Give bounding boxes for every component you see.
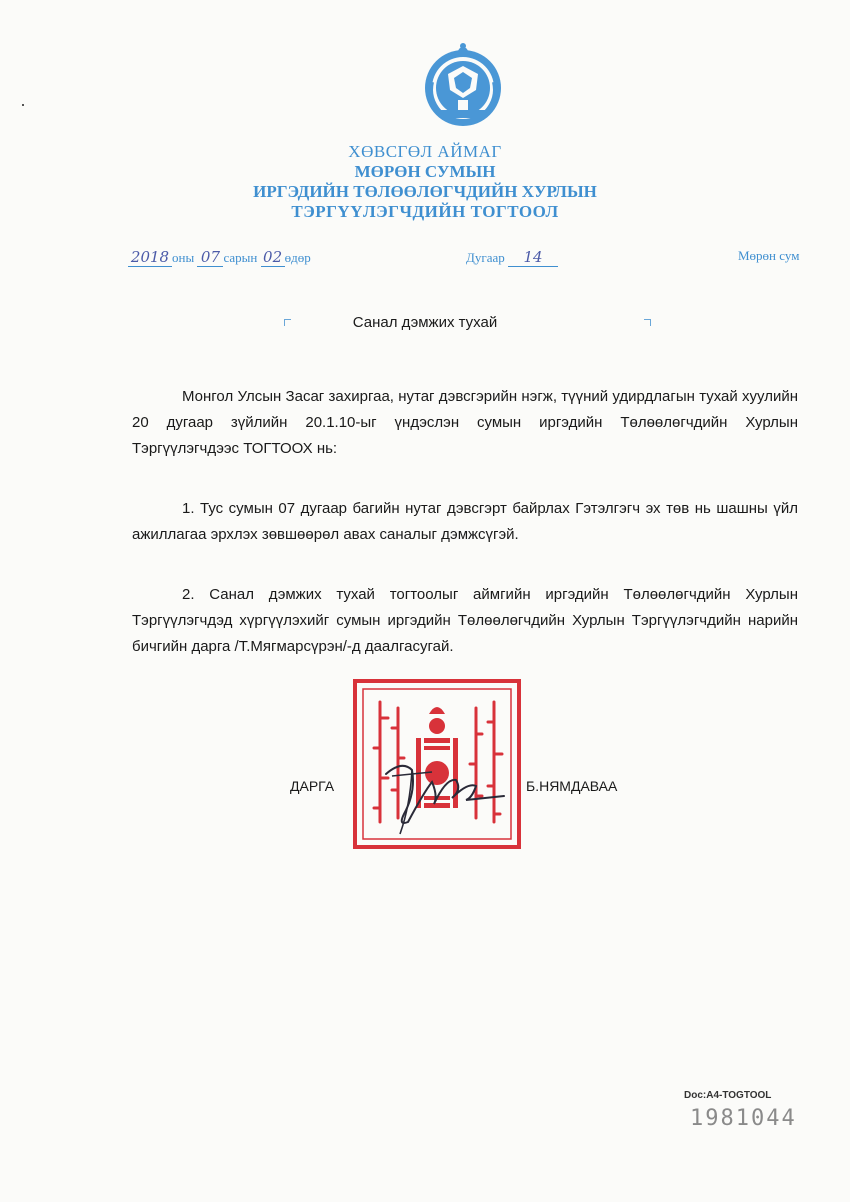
number-value: 14 bbox=[508, 248, 558, 267]
header-council: ИРГЭДИЙН ТӨЛӨӨЛӨГЧДИЙН ХУРЛЫН bbox=[253, 182, 597, 201]
intro-text: Монгол Улсын Засаг захиргаа, нутаг дэвсгэрийн нэгж, түүний удирдлагын тухай хуулийн 20 дугаар зүйлийн 20.1.10-ыг үндэслэн сумын иргэдийн Төлөөлөгчдийн Хурлын Тэргүүлэгчдээс ТОГТООХ нь: bbox=[132, 388, 798, 457]
header-aimag: ХӨВСГӨЛ АЙМАГ bbox=[348, 142, 502, 161]
date-day-suffix: өдөр bbox=[284, 250, 311, 265]
signer-title: ДАРГА bbox=[290, 778, 335, 794]
place-field: Мөрөн сум bbox=[738, 248, 800, 263]
number-label: Дугаар bbox=[466, 250, 505, 265]
date-month-suffix: сарын bbox=[223, 250, 258, 265]
item-1-text: 1. Тус сумын 07 дугаар багийн нутаг дэвсгэрт байрлах Гэтэлгэгч эх төв нь шашны үйл ажиллагаа эрхлэх зөвшөөрөл авах саналыг дэмжсүгэй. bbox=[132, 500, 798, 543]
handwritten-signature bbox=[372, 752, 522, 842]
serial-number: 1981044 bbox=[690, 1106, 797, 1131]
subject-title: Санал дэмжих тухай bbox=[352, 314, 498, 331]
header-sum: МӨРӨН СУМЫН bbox=[354, 162, 496, 181]
date-year: 2018 bbox=[128, 248, 172, 267]
body-item-1 bbox=[132, 496, 798, 548]
signer-name: Б.НЯМДАВАА bbox=[526, 778, 618, 794]
date-month: 07 bbox=[197, 248, 223, 267]
number-field bbox=[466, 248, 558, 267]
scan-speck bbox=[22, 104, 24, 106]
state-emblem-icon bbox=[418, 38, 508, 134]
body-intro bbox=[132, 384, 798, 462]
doc-code: Doc:A4-TOGTOOL bbox=[684, 1090, 772, 1101]
date-day: 02 bbox=[261, 248, 285, 267]
date-field bbox=[128, 248, 311, 267]
date-year-suffix: оны bbox=[172, 250, 195, 265]
body-item-2 bbox=[132, 582, 798, 660]
header-resolution: ТЭРГҮҮЛЭГЧДИЙН ТОГТООЛ bbox=[291, 202, 559, 221]
item-2-text: 2. Санал дэмжих тухай тогтоолыг аймгийн иргэдийн Төлөөлөгчдийн Хурлын Тэргүүлэгчдэд хүргүүлэхийг сумын иргэдийн Төлөөлөгчдийн Хурлын Тэргүүлэгчдийн нарийн бичгийн дарга /Т.Мягмарсүрэн/-д даалгасугай. bbox=[132, 586, 798, 655]
